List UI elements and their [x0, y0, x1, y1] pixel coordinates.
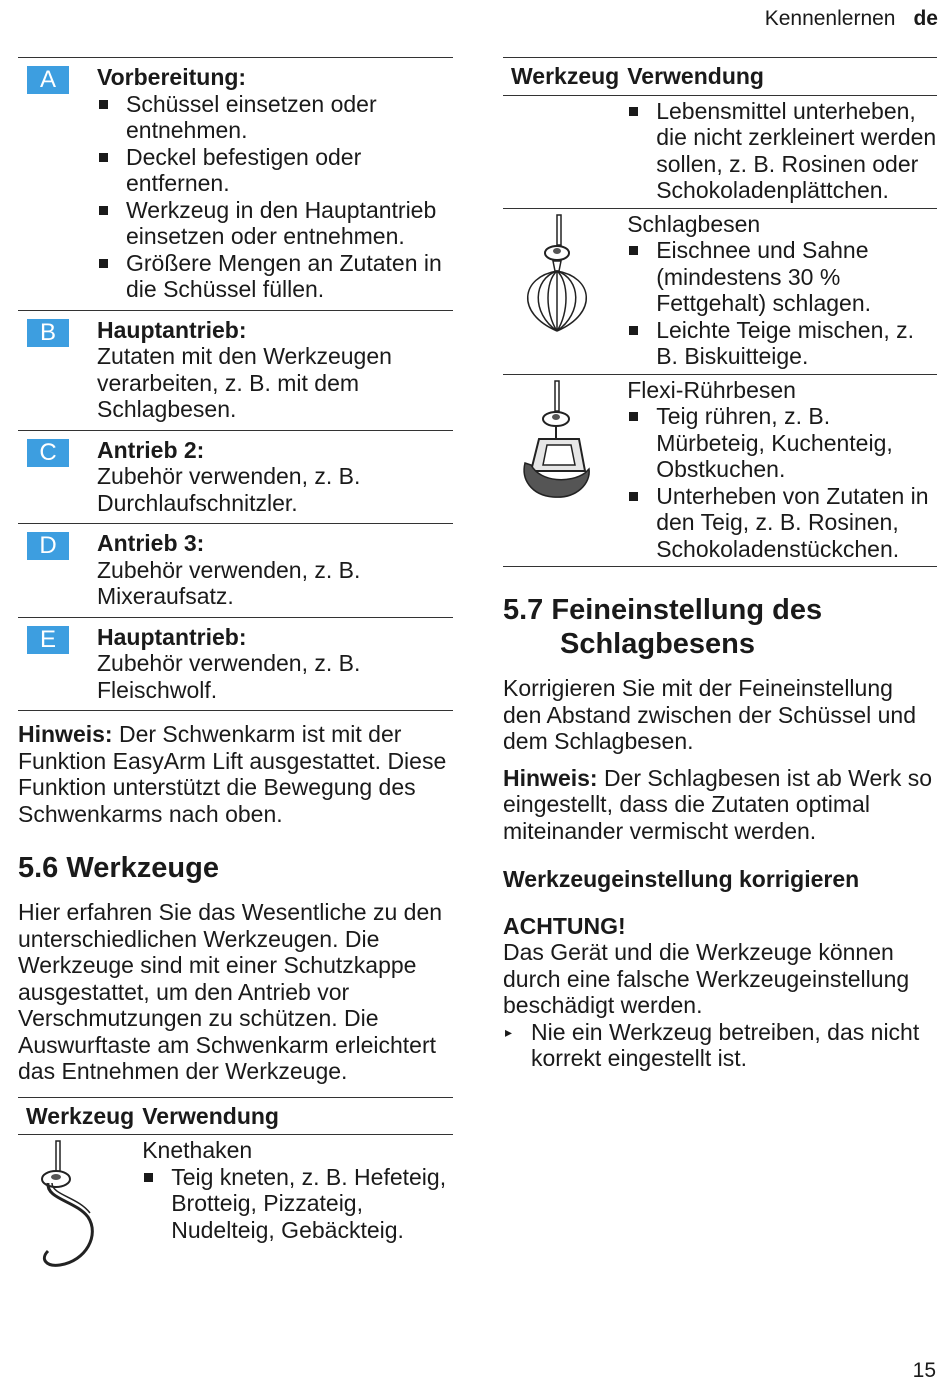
note-label: Hinweis: — [503, 764, 598, 791]
list-item: Werkzeug in den Hauptantrieb einsetzen oder entnehmen. — [97, 197, 453, 250]
section-5-6-text: Hier erfahren Sie das Wesentliche zu den unterschiedlichen Werkzeugen. Die Werkzeuge sind mit einer Schutzkappe ausgestattet, um den Antrieb vor Verschmutzungen zu schützen. Die Auswurftaste am Schwenkarm erleichtert das Entnehmen der Werkzeuge. — [18, 899, 443, 1084]
note-text: Der Schwenkarm ist mit der Funktion EasyArm Lift ausgestattet. Diese Funktion unterstützt die Bewegung des Schwenkarms nach oben. — [18, 721, 447, 827]
page-header — [765, 6, 938, 33]
triangle-bullet-icon: ▸ — [505, 1023, 513, 1040]
list-item: Schüssel einsetzen oder entnehmen. — [97, 91, 453, 144]
legend-title: Hauptantrieb: — [97, 316, 247, 343]
badge-c: C — [27, 439, 69, 467]
note-schlagbesen — [503, 765, 937, 845]
tool-name-knethaken: Knethaken — [142, 1137, 253, 1163]
badge-d: D — [27, 532, 69, 560]
table-row-continued — [503, 95, 937, 208]
column-header-usage: Verwendung — [627, 63, 764, 89]
note-text: Der Schlagbesen ist ab Werk so eingestellt, dass die Zutaten optimal miteinander vermischt werden. — [503, 764, 933, 844]
header-section: Kennenlernen — [764, 7, 896, 30]
section-5-6-title: 5.6 Werkzeuge — [18, 852, 219, 884]
warning-title: ACHTUNG! — [503, 912, 626, 939]
list-item: Unterheben von Zutaten in den Teig, z. B. Rosinen, Schokoladenstückchen. — [627, 483, 937, 563]
legend-text: Zubehör verwenden, z. B. Mixeraufsatz. — [97, 556, 361, 609]
list-item: Teig rühren, z. B. Mürbeteig, Kuchenteig, Obstkuchen. — [627, 403, 937, 483]
subheading-werkzeugeinstellung: Werkzeugeinstellung korrigieren — [503, 866, 860, 892]
column-header-usage: Verwendung — [142, 1102, 279, 1129]
page-number: 15 — [912, 1358, 936, 1382]
legend-row-e — [18, 617, 453, 712]
badge-b: B — [27, 319, 69, 347]
section-5-7-title: 5.7 Feineinstellung des Schlagbesens — [503, 594, 823, 660]
legend-title: Antrieb 2: — [97, 436, 205, 463]
legend-text: Zubehör verwenden, z. B. Fleischwolf. — [97, 650, 361, 703]
section-5-7-text: Korrigieren Sie mit der Feineinstellung den Abstand zwischen der Schüssel und dem Schlagbesen. — [503, 675, 916, 754]
list-item: Deckel befestigen oder entfernen. — [97, 144, 453, 197]
list-item: Eischnee und Sahne (mindestens 30 % Fettgehalt) schlagen. — [627, 237, 937, 317]
legend-title: Hauptantrieb: — [97, 623, 247, 650]
legend-title: Vorbereitung: — [97, 64, 247, 90]
badge-a: A — [27, 66, 69, 94]
legend-row-b — [18, 310, 453, 430]
action-text: Nie ein Werkzeug betreiben, das nicht korrekt eingestellt ist. — [531, 1018, 920, 1071]
legend-text: Zubehör verwenden, z. B. Durchlaufschnitzler. — [97, 463, 361, 516]
note-easyarm — [18, 721, 453, 827]
legend-text: Zutaten mit den Werkzeugen verarbeiten, z. B. mit dem Schlagbesen. — [97, 343, 392, 422]
header-language: de — [913, 7, 938, 30]
tools-table-right — [503, 57, 937, 567]
dough-hook-icon — [26, 1139, 106, 1269]
badge-e: E — [27, 626, 69, 654]
column-header-tool: Werkzeug — [511, 63, 620, 89]
warning-text: Das Gerät und die Werkzeuge können durch eine falsche Werkzeugeinstellung beschädigt werden. — [503, 939, 910, 1018]
left-column — [18, 57, 453, 1275]
list-item: Größere Mengen an Zutaten in die Schüssel füllen. — [97, 250, 453, 303]
tool-name-flexi: Flexi-Rührbesen — [627, 376, 796, 403]
right-column — [503, 57, 937, 1072]
list-item: Teig kneten, z. B. Hefeteig, Brotteig, Pizzateig, Nudelteig, Gebäckteig. — [142, 1164, 453, 1244]
table-row-schlagbesen — [503, 208, 937, 374]
table-row-flexi — [503, 374, 937, 567]
legend-table — [18, 57, 453, 711]
column-header-tool: Werkzeug — [26, 1102, 135, 1129]
table-row-knethaken — [18, 1135, 453, 1276]
flex-beater-icon — [511, 379, 601, 509]
action-item — [503, 1019, 937, 1072]
whisk-icon — [511, 213, 601, 337]
list-item: Lebensmittel unterheben, die nicht zerkleinert werden sollen, z. B. Rosinen oder Schokoladenplättchen. — [627, 98, 937, 204]
note-label: Hinweis: — [18, 721, 113, 747]
legend-row-c — [18, 430, 453, 524]
tools-table-left — [18, 1097, 453, 1276]
list-item: Leichte Teige mischen, z. B. Biskuitteige. — [627, 317, 937, 370]
legend-row-d — [18, 523, 453, 617]
tool-name-schlagbesen: Schlagbesen — [627, 210, 761, 237]
legend-row-a — [18, 57, 453, 310]
legend-title: Antrieb 3: — [97, 530, 205, 556]
